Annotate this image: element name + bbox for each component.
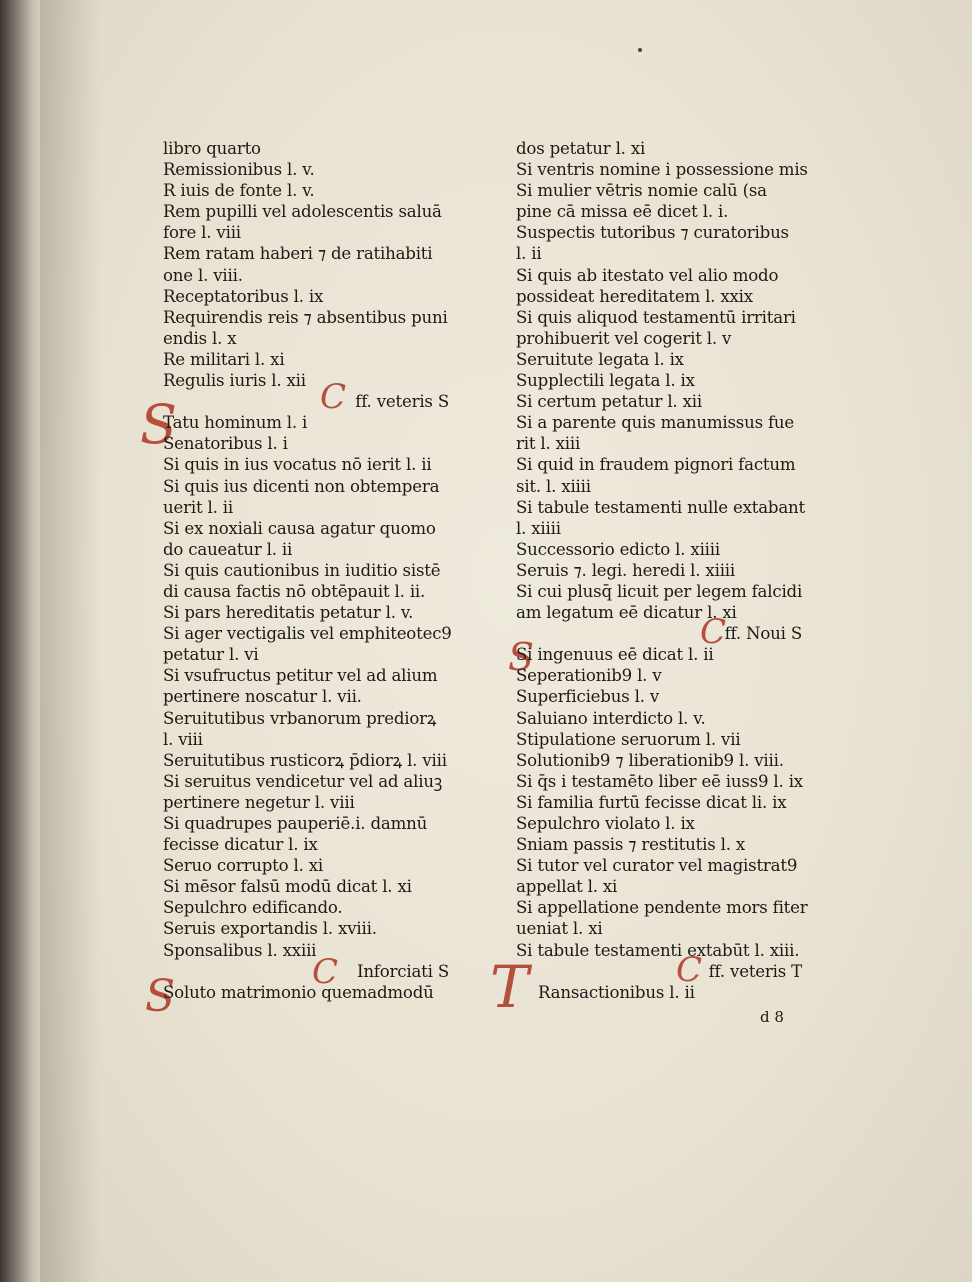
text-line: Si quis ab itestato vel alio modo <box>516 265 779 285</box>
text-line: Requirendis reis ⁊ absentibus puni <box>163 307 448 327</box>
initial-s-decorated: S <box>508 635 535 679</box>
initial-s-decorated: S <box>140 393 177 456</box>
left-text-column <box>163 138 463 1003</box>
text-line: appellat l. xi <box>516 877 618 897</box>
text-line: do caueatur l. ii <box>163 539 293 559</box>
paragraph-mark-rubric: C <box>320 377 347 417</box>
text-line: Si quis aliquod testamentū irritari <box>516 307 796 327</box>
text-line: uerit l. ii <box>163 497 233 517</box>
text-line: endis l. x <box>163 328 237 348</box>
text-line: Si appellatione pendente mors fiter <box>516 898 808 918</box>
text-line: Sponsalibus l. xxiii <box>163 940 317 960</box>
text-line: Si quis cautionibus in iuditio sistē <box>163 560 441 580</box>
text-line: Senatoribus l. i <box>163 434 288 454</box>
text-line: sit. l. xiiii <box>516 476 591 496</box>
text-line: Si ex noxiali causa agatur quomo <box>163 518 436 538</box>
text-line: Successorio edicto l. xiiii <box>516 539 721 559</box>
text-line: Remissionibus l. v. <box>163 160 315 180</box>
text-line: Superficiebus l. v <box>516 687 660 707</box>
text-line: Seruo corrupto l. xi <box>163 856 323 876</box>
text-line: dos petatur l. xi <box>516 139 646 158</box>
text-line: Seruis exportandis l. xviii. <box>163 919 377 939</box>
text-line: Supplectili legata l. ix <box>516 371 695 391</box>
text-line: rit l. xiii <box>516 434 581 454</box>
text-line: Sniam passis ⁊ restitutis l. x <box>516 835 746 855</box>
text-line: Si tabule testamenti nulle extabant <box>516 497 805 517</box>
section-heading: Inforciati S <box>356 961 449 981</box>
section-heading: ff. veteris S <box>355 392 449 412</box>
text-line: Si cui plusq̄ licuit per legem falcidi <box>516 581 803 601</box>
text-line: Sepulchro violato l. ix <box>516 814 695 833</box>
paragraph-mark-rubric: C <box>312 952 339 992</box>
text-line: Si ingenuus eē dicat l. ii <box>516 645 714 665</box>
text-line: pine cā missa eē dicet l. i. <box>516 202 729 222</box>
text-line: Re militari l. xi <box>163 349 285 369</box>
text-line: Receptatoribus l. ix <box>163 286 324 306</box>
text-line: Si pars hereditatis petatur l. v. <box>163 603 414 623</box>
gutter-shadow <box>40 0 100 1282</box>
text-line: Si ventris nomine i possessione mis <box>516 160 808 180</box>
text-line: Ransactionibus l. ii <box>538 982 695 1002</box>
text-line: Tatu hominum l. i <box>163 413 308 433</box>
text-line: Rem pupilli vel adolescentis saluā <box>163 202 442 222</box>
text-line: Si quis ius dicenti non obtempera <box>163 476 440 496</box>
text-line: Si quis in ius vocatus nō ierit l. ii <box>163 455 432 475</box>
text-line: am legatum eē dicatur l. xi <box>516 603 737 623</box>
initial-s-decorated: S <box>145 971 176 1022</box>
text-line: Regulis iuris l. xii <box>163 371 306 391</box>
text-line: Seperationib9 l. v <box>516 666 662 686</box>
text-line: Seruitute legata l. ix <box>516 349 684 369</box>
initial-t-decorated: T <box>490 953 529 1021</box>
signature-mark: d 8 <box>760 1008 784 1026</box>
text-line: one l. viii. <box>163 265 243 285</box>
section-heading: ff. Noui S <box>724 624 802 644</box>
text-line: R iuis de fonte l. v. <box>163 181 315 201</box>
text-line: Seruis ⁊. legi. heredi l. xiiii <box>516 560 736 580</box>
text-line: Si mēsor falsū modū dicat l. xi <box>163 877 412 897</box>
text-line: pertinere negetur l. viii <box>163 792 355 812</box>
text-line: prohibuerit vel cogerit l. v <box>516 328 732 348</box>
text-line: l. ii <box>516 244 542 264</box>
paragraph-mark-rubric: C <box>700 612 727 652</box>
text-line: l. xiiii <box>516 518 561 538</box>
text-line: Si familia furtū fecisse dicat li. ix <box>516 792 787 812</box>
text-line: libro quarto <box>163 139 261 158</box>
paragraph-mark-rubric: C <box>676 950 703 990</box>
text-line: Rem ratam haberi ⁊ de ratihabiti <box>163 244 433 264</box>
text-line: Si seruitus vendicetur vel ad aliuꝫ <box>163 771 443 791</box>
text-line: fore l. viii <box>163 223 241 243</box>
text-line: Soluto matrimonio quemadmodū <box>163 982 434 1002</box>
text-line: Si quid in fraudem pignori factum <box>516 455 796 475</box>
text-line: Solutionib9 ⁊ liberationib9 l. viii. <box>516 750 784 770</box>
text-line: Stipulatione seruorum l. vii <box>516 729 741 749</box>
text-line: Si certum petatur l. xii <box>516 392 702 412</box>
text-line: Si a parente quis manumissus fue <box>516 413 795 433</box>
text-line: fecisse dicatur l. ix <box>163 835 318 855</box>
text-line: possideat hereditatem l. xxix <box>516 286 753 306</box>
text-line: Seruitutibus vrbanorum prediorꝝ <box>163 708 437 728</box>
text-line: Si mulier vētris nomie calū (sa <box>516 181 767 201</box>
text-line: l. viii <box>163 729 203 749</box>
text-line: Saluiano interdicto l. v. <box>516 708 706 728</box>
text-line: Suspectis tutoribus ⁊ curatoribus <box>516 223 789 243</box>
text-line: petatur l. vi <box>163 645 259 665</box>
text-line: ueniat l. xi <box>516 919 603 939</box>
text-line: pertinere noscatur l. vii. <box>163 687 362 707</box>
right-text-column <box>516 138 816 1003</box>
text-line: Si q̄s i testamēto liber eē iuss9 l. ix <box>516 771 803 791</box>
text-line: Si tutor vel curator vel magistrat9 <box>516 856 798 876</box>
section-heading: ff. veteris T <box>708 961 802 981</box>
text-line: Sepulchro edificando. <box>163 898 343 918</box>
text-line: di causa factis nō obtēpauit l. ii. <box>163 581 426 601</box>
paper-speck <box>638 48 642 52</box>
text-line: Si tabule testamenti extabūt l. xiii. <box>516 940 800 960</box>
text-line: Si vsufructus petitur vel ad alium <box>163 666 438 686</box>
text-line: Si ager vectigalis vel emphiteotec9 <box>163 624 452 644</box>
text-line: Si quadrupes pauperiē.i. damnū <box>163 814 428 833</box>
text-line: Seruitutibus rusticorꝝ p̄diorꝝ l. viii <box>163 750 447 770</box>
